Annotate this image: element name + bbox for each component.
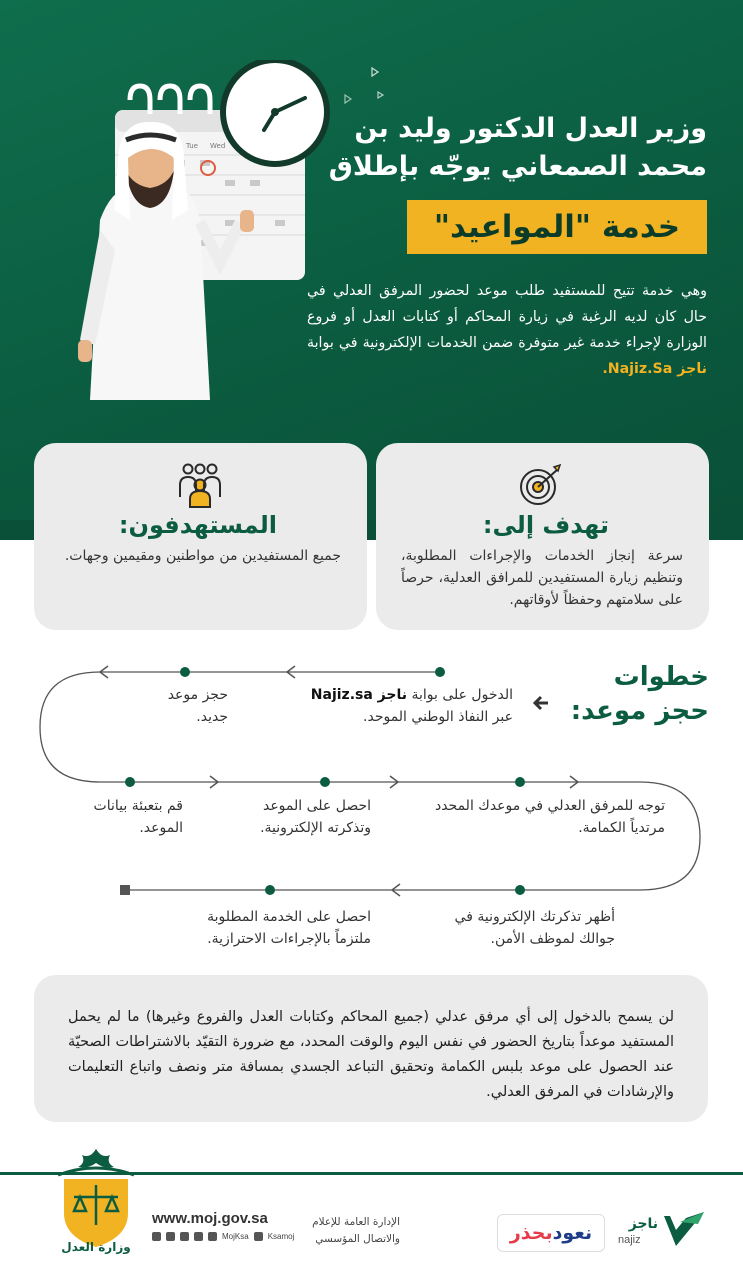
step5-dot: [515, 777, 525, 787]
step3-dot: [125, 777, 135, 787]
calendar-day-tue: Tue: [186, 142, 198, 150]
service-banner: خدمة "المواعيد": [407, 200, 707, 254]
step7-dot: [265, 885, 275, 895]
goal-card: [376, 443, 709, 630]
step1-dot: [435, 667, 445, 677]
flow-end-marker: [120, 885, 130, 895]
social-handle-1: MojKsa: [222, 1232, 249, 1241]
steps-title-line1: خطوات: [613, 662, 709, 692]
step-1: [263, 684, 513, 728]
steps-title-line2: حجز موعد:: [570, 696, 709, 726]
step-2: حجز موعد جديد.: [167, 687, 228, 725]
step6-dot: [515, 885, 525, 895]
najiz-logo-text-ar: ناجز: [628, 1216, 658, 1232]
intro-paragraph: [307, 278, 707, 382]
page-title: وزير العدل الدكتور وليد بن محمد الصمعاني يوجّه بإطلاق: [328, 113, 707, 182]
beneficiaries-card: [34, 443, 367, 630]
beneficiaries-title: المستهدفون:: [118, 511, 277, 539]
entry-notice: لن يسمح بالدخول إلى أي مرفق عدلي (جميع المحاكم وكتابات العدل والفروع وغيرها) ما لم يحمل المستفيد موعداً بتاريخ الحضور في نفس اليوم والوقت المحدد، مع ضرورة التقيّد بالاشتراطات الصحيّة عند الحصول على موعد بلبس الكمامة وتحقيق التباعد الجسدي بمسافة متر ونصف واتباع التعليمات والإرشادات في المرفق العدلي.: [34, 975, 708, 1122]
step1-text-pre: الدخول على بوابة: [411, 687, 513, 703]
step-4: احصل على الموعد وتذكرته الإلكترونية.: [260, 798, 371, 836]
step-3: قم بتعبئة بيانات الموعد.: [93, 798, 183, 836]
step4-dot: [320, 777, 330, 787]
facebook-icon[interactable]: [166, 1232, 175, 1241]
media-department: الإدارة العامة للإعلام والاتصال المؤسسي: [312, 1216, 400, 1245]
nauod-bihadhar-logo: [497, 1214, 605, 1252]
campaign-word-2: بحذر: [509, 1222, 553, 1244]
youtube-icon[interactable]: [254, 1232, 263, 1241]
calendar-day-wed: Wed: [210, 142, 226, 150]
najiz-logo-text-en: najiz: [618, 1234, 641, 1246]
emblem-text: وزارة العدل: [61, 1240, 131, 1254]
instagram-icon[interactable]: [194, 1232, 203, 1241]
social-handle-2: Ksamoj: [267, 1232, 295, 1241]
beneficiaries-text: جميع المستفيدين من مواطنين ومقيمين وجهات.: [64, 548, 341, 564]
goal-text: سرعة إنجاز الخدمات والإجراءات المطلوبة، وتنظيم زيارة المستفيدين للمرافق العدلية، حرصاً على سلامتهم وحفظاً لأوقاتهم.: [401, 548, 683, 608]
step-6: أظهر تذكرتك الإلكترونية في جوالك لموظف الأمن.: [454, 909, 615, 947]
people-icon: [176, 461, 224, 509]
steps-title: [571, 660, 709, 728]
snapchat-icon[interactable]: [180, 1232, 189, 1241]
intro-text: وهي خدمة تتيح للمستفيد طلب موعد لحضور المرفق العدلي في حال كان لديه الرغبة في زيارة المحاكم أو كتابات العدل أو فروع الوزارة لإجراء خدمة غير متوفرة ضمن الخدمات الإلكترونية في بوابة: [307, 283, 707, 351]
social-links: [152, 1232, 294, 1241]
goal-title: تهدف إلى:: [482, 511, 609, 539]
step1-arrow-icon: [535, 697, 548, 709]
target-icon: [516, 461, 564, 509]
najiz-link[interactable]: ناجز Najiz.Sa.: [602, 361, 707, 377]
step-7: احصل على الخدمة المطلوبة ملتزماً بالإجراءات الاحترازية.: [207, 909, 371, 947]
step2-dot: [180, 667, 190, 677]
step-5: توجه للمرفق العدلي في موعدك المحدد مرتدياً الكمامة.: [434, 798, 665, 836]
linkedin-icon[interactable]: [208, 1232, 217, 1241]
twitter-icon[interactable]: [152, 1232, 161, 1241]
campaign-word-1: نعود: [552, 1222, 593, 1244]
website-link[interactable]: www.moj.gov.sa: [152, 1210, 268, 1227]
step1-najiz[interactable]: ناجز Najiz.sa: [310, 687, 407, 703]
step1-text-post: عبر النفاذ الوطني الموحد.: [363, 709, 513, 725]
